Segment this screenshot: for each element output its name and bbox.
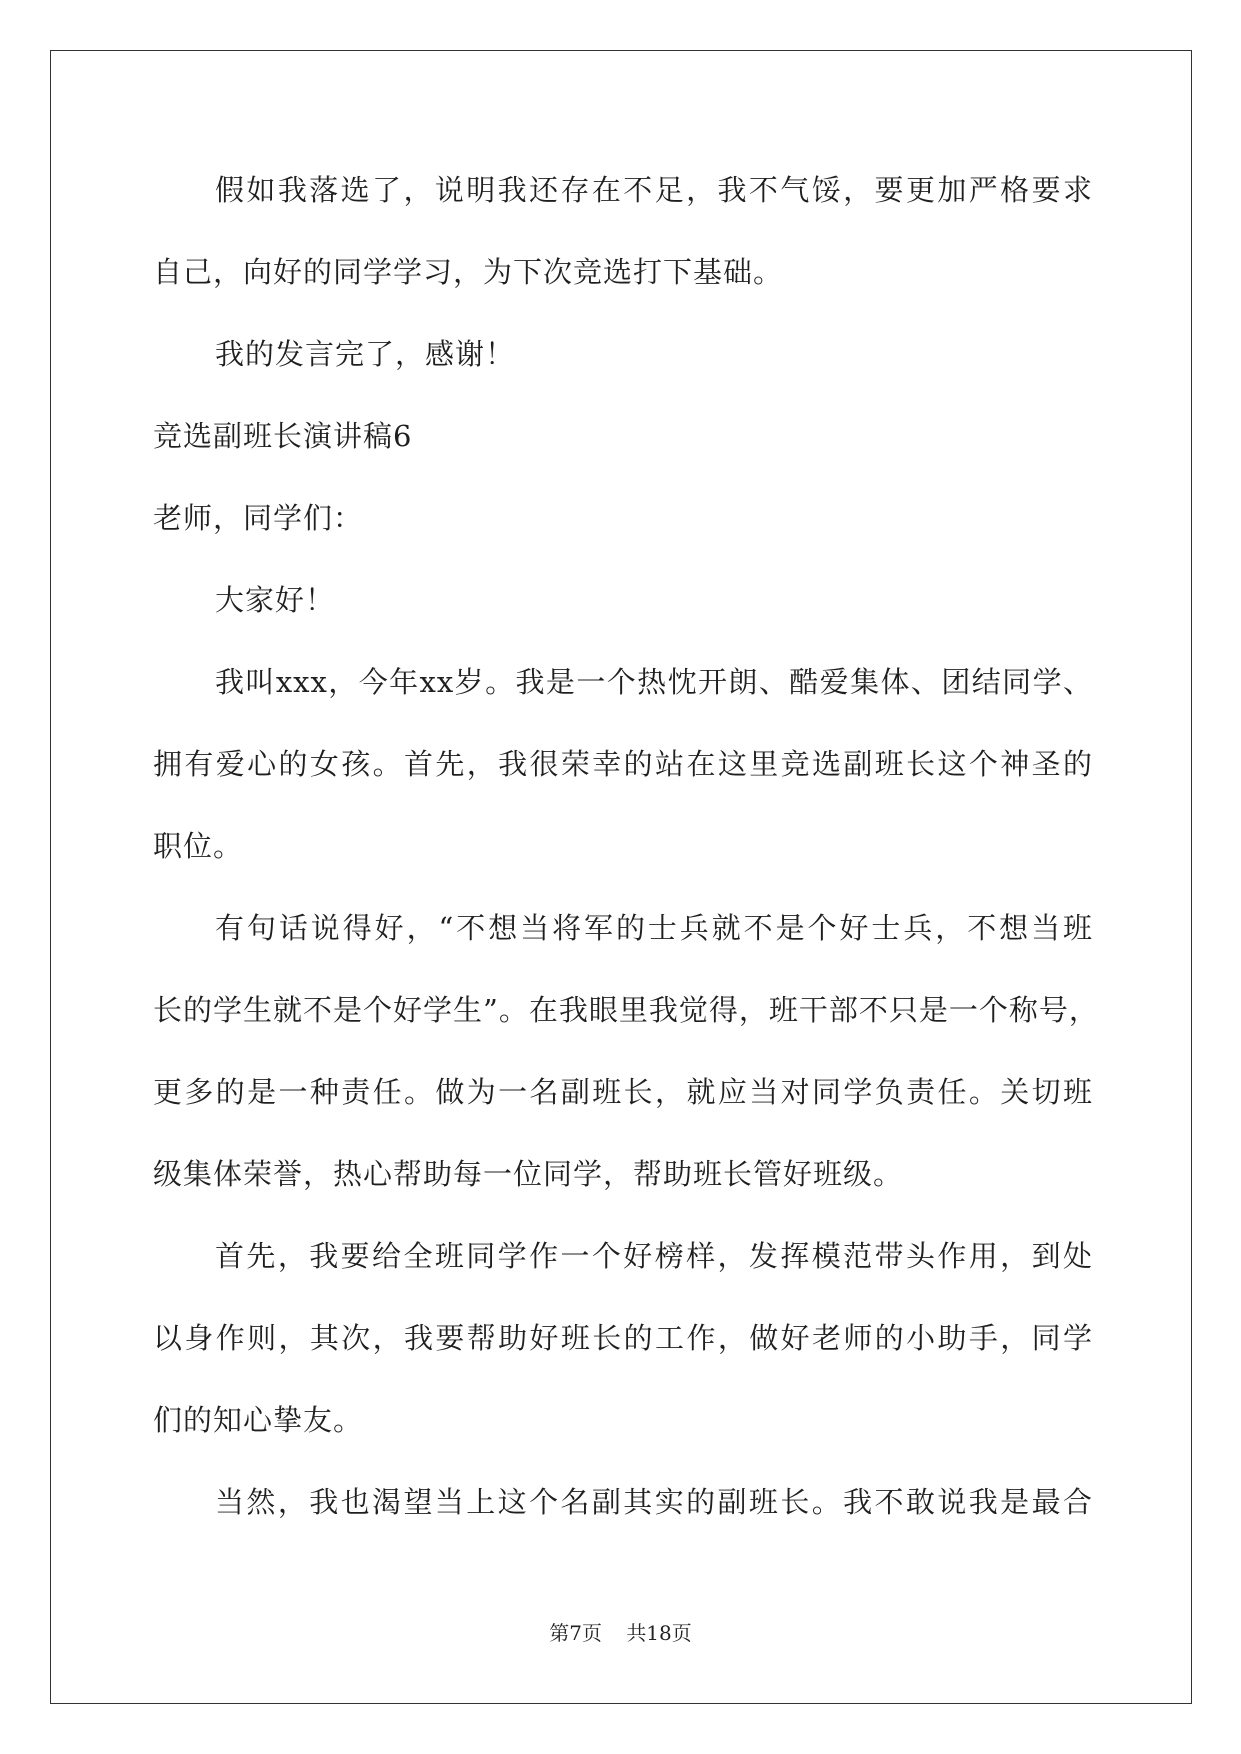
- paragraph-line: 职位。: [153, 829, 244, 863]
- salutation: 老师，同学们：: [153, 501, 364, 535]
- section-title: 竞选副班长演讲稿6: [153, 419, 413, 453]
- paragraph-line: 有句话说得好，“不想当将军的士兵就不是个好士兵，不想当班: [215, 911, 1093, 945]
- paragraph-line: 拥有爱心的女孩。首先，我很荣幸的站在这里竞选副班长这个神圣的: [153, 747, 1093, 781]
- document-body: [153, 160, 1099, 1554]
- paragraph-line: 假如我落选了，说明我还存在不足，我不气馁，要更加严格要求: [215, 173, 1093, 207]
- greeting: 大家好！: [215, 583, 336, 617]
- paragraph-line: 我的发言完了，感谢！: [215, 337, 516, 371]
- paragraph-line: 们的知心挚友。: [153, 1403, 364, 1437]
- page-number: 第7页: [549, 1621, 602, 1645]
- paragraph-line: 首先，我要给全班同学作一个好榜样，发挥模范带头作用，到处: [215, 1239, 1093, 1273]
- page-total: 共18页: [626, 1621, 692, 1645]
- paragraph-line: 更多的是一种责任。做为一名副班长，就应当对同学负责任。关切班: [153, 1075, 1093, 1109]
- paragraph-line: 我叫xxx，今年xx岁。我是一个热忱开朗、酷爱集体、团结同学、: [215, 665, 1093, 699]
- paragraph-line: 级集体荣誉，热心帮助每一位同学，帮助班长管好班级。: [153, 1157, 904, 1191]
- paragraph-line: 以身作则，其次，我要帮助好班长的工作，做好老师的小助手，同学: [153, 1321, 1093, 1355]
- paragraph-line: 自己，向好的同学学习，为下次竞选打下基础。: [153, 255, 784, 289]
- paragraph-line: 当然，我也渴望当上这个名副其实的副班长。我不敢说我是最合: [215, 1485, 1093, 1519]
- page-footer: [0, 1617, 1241, 1646]
- paragraph-line: 长的学生就不是个好学生”。在我眼里我觉得，班干部不只是一个称号，: [153, 993, 1099, 1027]
